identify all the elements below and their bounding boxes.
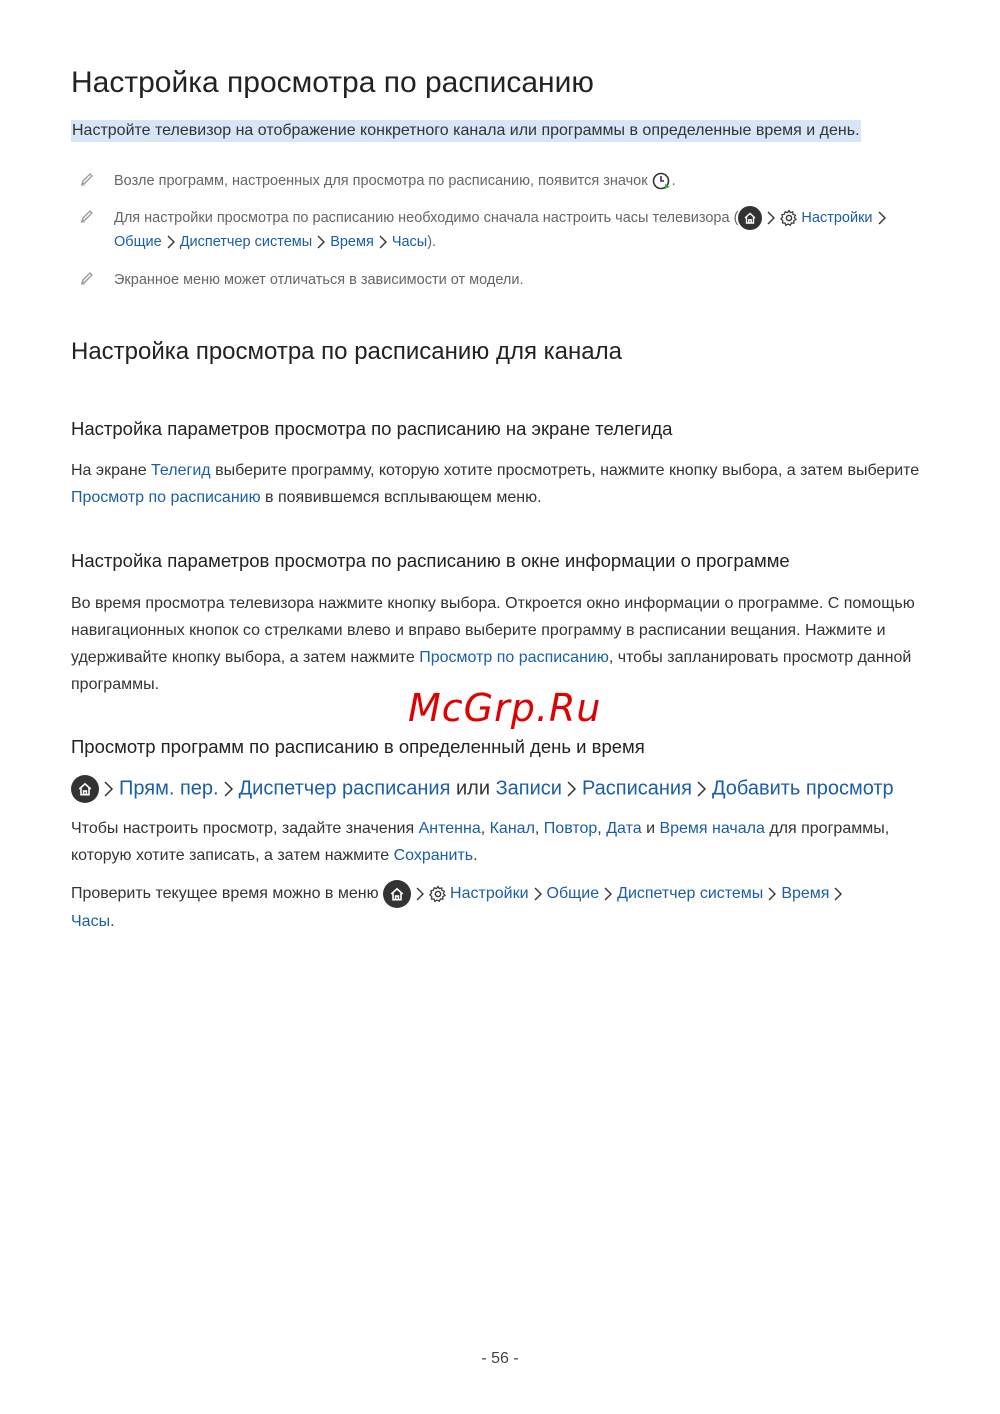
link-channel[interactable]: Канал <box>489 820 535 837</box>
link-system-manager[interactable]: Диспетчер системы <box>179 234 313 251</box>
note-clock-setup: Для настройки просмотра по расписанию необходимо сначала настроить часы телевизора ( Настройки Общие Диспетчер системы Время Часы). <box>71 206 931 254</box>
chevron-right-icon <box>767 887 777 901</box>
subsection-datetime-title: Просмотр программ по расписанию в определенный день и время <box>71 736 645 757</box>
chevron-right-icon <box>415 887 425 901</box>
link-time[interactable]: Время <box>781 885 830 903</box>
link-save[interactable]: Сохранить <box>393 847 474 864</box>
chevron-right-icon <box>603 887 613 901</box>
check-time-text: Проверить текущее время можно в меню Настройки Общие Диспетчер системы Время Часы. <box>71 880 931 935</box>
link-schedules[interactable]: Расписания <box>581 777 692 800</box>
link-time[interactable]: Время <box>330 234 374 251</box>
link-general[interactable]: Общие <box>546 885 600 903</box>
link-antenna[interactable]: Антенна <box>418 820 481 837</box>
page-title: Настройка просмотра по расписанию <box>71 66 594 99</box>
link-schedule-viewing[interactable]: Просмотр по расписанию <box>71 489 261 506</box>
chevron-right-icon <box>166 235 176 249</box>
link-settings[interactable]: Настройки <box>450 885 529 903</box>
gear-icon <box>780 209 798 227</box>
menu-path: Прям. пер. Диспетчер расписания или Записи Расписания Добавить просмотр <box>71 775 894 803</box>
pencil-note-icon <box>79 208 95 224</box>
home-icon <box>71 775 99 803</box>
link-general[interactable]: Общие <box>114 234 162 251</box>
link-schedule-viewing[interactable]: Просмотр по расписанию <box>419 649 609 666</box>
chevron-right-icon <box>223 781 235 797</box>
chevron-right-icon <box>533 887 543 901</box>
link-schedule-manager[interactable]: Диспетчер расписания <box>238 777 451 800</box>
scheduled-clock-icon <box>652 171 672 191</box>
link-start-time[interactable]: Время начала <box>659 820 765 837</box>
subsection-info-text: Во время просмотра телевизора нажмите кнопку выбора. Откроется окно информации о программе. С помощью навигационных кнопок со стрелками влево и вправо выберите программу в расписании вещания. Нажмите и удерживайте кнопку выбора, а затем нажмите Просмотр по расписанию, чтобы запланировать просмотр данной программы. <box>71 595 915 693</box>
home-icon <box>738 206 762 230</box>
chevron-right-icon <box>103 781 115 797</box>
link-system-manager[interactable]: Диспетчер системы <box>617 885 764 903</box>
chevron-right-icon <box>833 887 843 901</box>
link-guide[interactable]: Телегид <box>151 462 211 479</box>
pencil-note-icon <box>79 270 95 286</box>
link-clock[interactable]: Часы <box>391 234 428 251</box>
pencil-note-icon <box>79 171 95 187</box>
note-1-text: Возле программ, настроенных для просмотра по расписанию, появится значок <box>114 173 648 189</box>
section-title: Настройка просмотра по расписанию для канала <box>71 338 622 365</box>
link-clock[interactable]: Часы <box>71 913 111 930</box>
chevron-right-icon <box>766 211 776 225</box>
intro-highlighted-text: Настройте телевизор на отображение конкретного канала или программы в определенные время и день. <box>71 120 861 142</box>
watermark: McGrp.Ru <box>408 686 602 730</box>
gear-icon <box>429 885 447 903</box>
note-scheduled-icon: Возле программ, настроенных для просмотра по расписанию, появится значок . <box>71 169 931 193</box>
chevron-right-icon <box>696 781 708 797</box>
subsection-guide-text: На экране Телегид выберите программу, которую хотите просмотреть, нажмите кнопку выбора, а затем выберите Просмотр по расписанию в появившемся всплывающем меню. <box>71 462 920 506</box>
datetime-instructions: Чтобы настроить просмотр, задайте значения Антенна, Канал, Повтор, Дата и Время начала для программы, которую хотите записать, а затем нажмите Сохранить. <box>71 820 890 864</box>
link-date[interactable]: Дата <box>606 820 642 837</box>
note-menu-varies: Экранное меню может отличаться в зависимости от модели. <box>71 268 931 292</box>
home-icon <box>383 880 411 908</box>
chevron-right-icon <box>877 211 887 225</box>
page-number: - 56 - <box>481 1350 519 1367</box>
link-settings[interactable]: Настройки <box>801 210 873 226</box>
link-recordings[interactable]: Записи <box>495 777 562 800</box>
chevron-right-icon <box>378 235 388 249</box>
subsection-info-title: Настройка параметров просмотра по расписанию в окне информации о программе <box>71 550 790 571</box>
link-repeat[interactable]: Повтор <box>543 820 598 837</box>
link-live-tv[interactable]: Прям. пер. <box>119 777 219 800</box>
subsection-guide-title: Настройка параметров просмотра по расписанию на экране телегида <box>71 418 673 439</box>
chevron-right-icon <box>566 781 578 797</box>
chevron-right-icon <box>316 235 326 249</box>
link-add-viewing[interactable]: Добавить просмотр <box>711 777 894 800</box>
